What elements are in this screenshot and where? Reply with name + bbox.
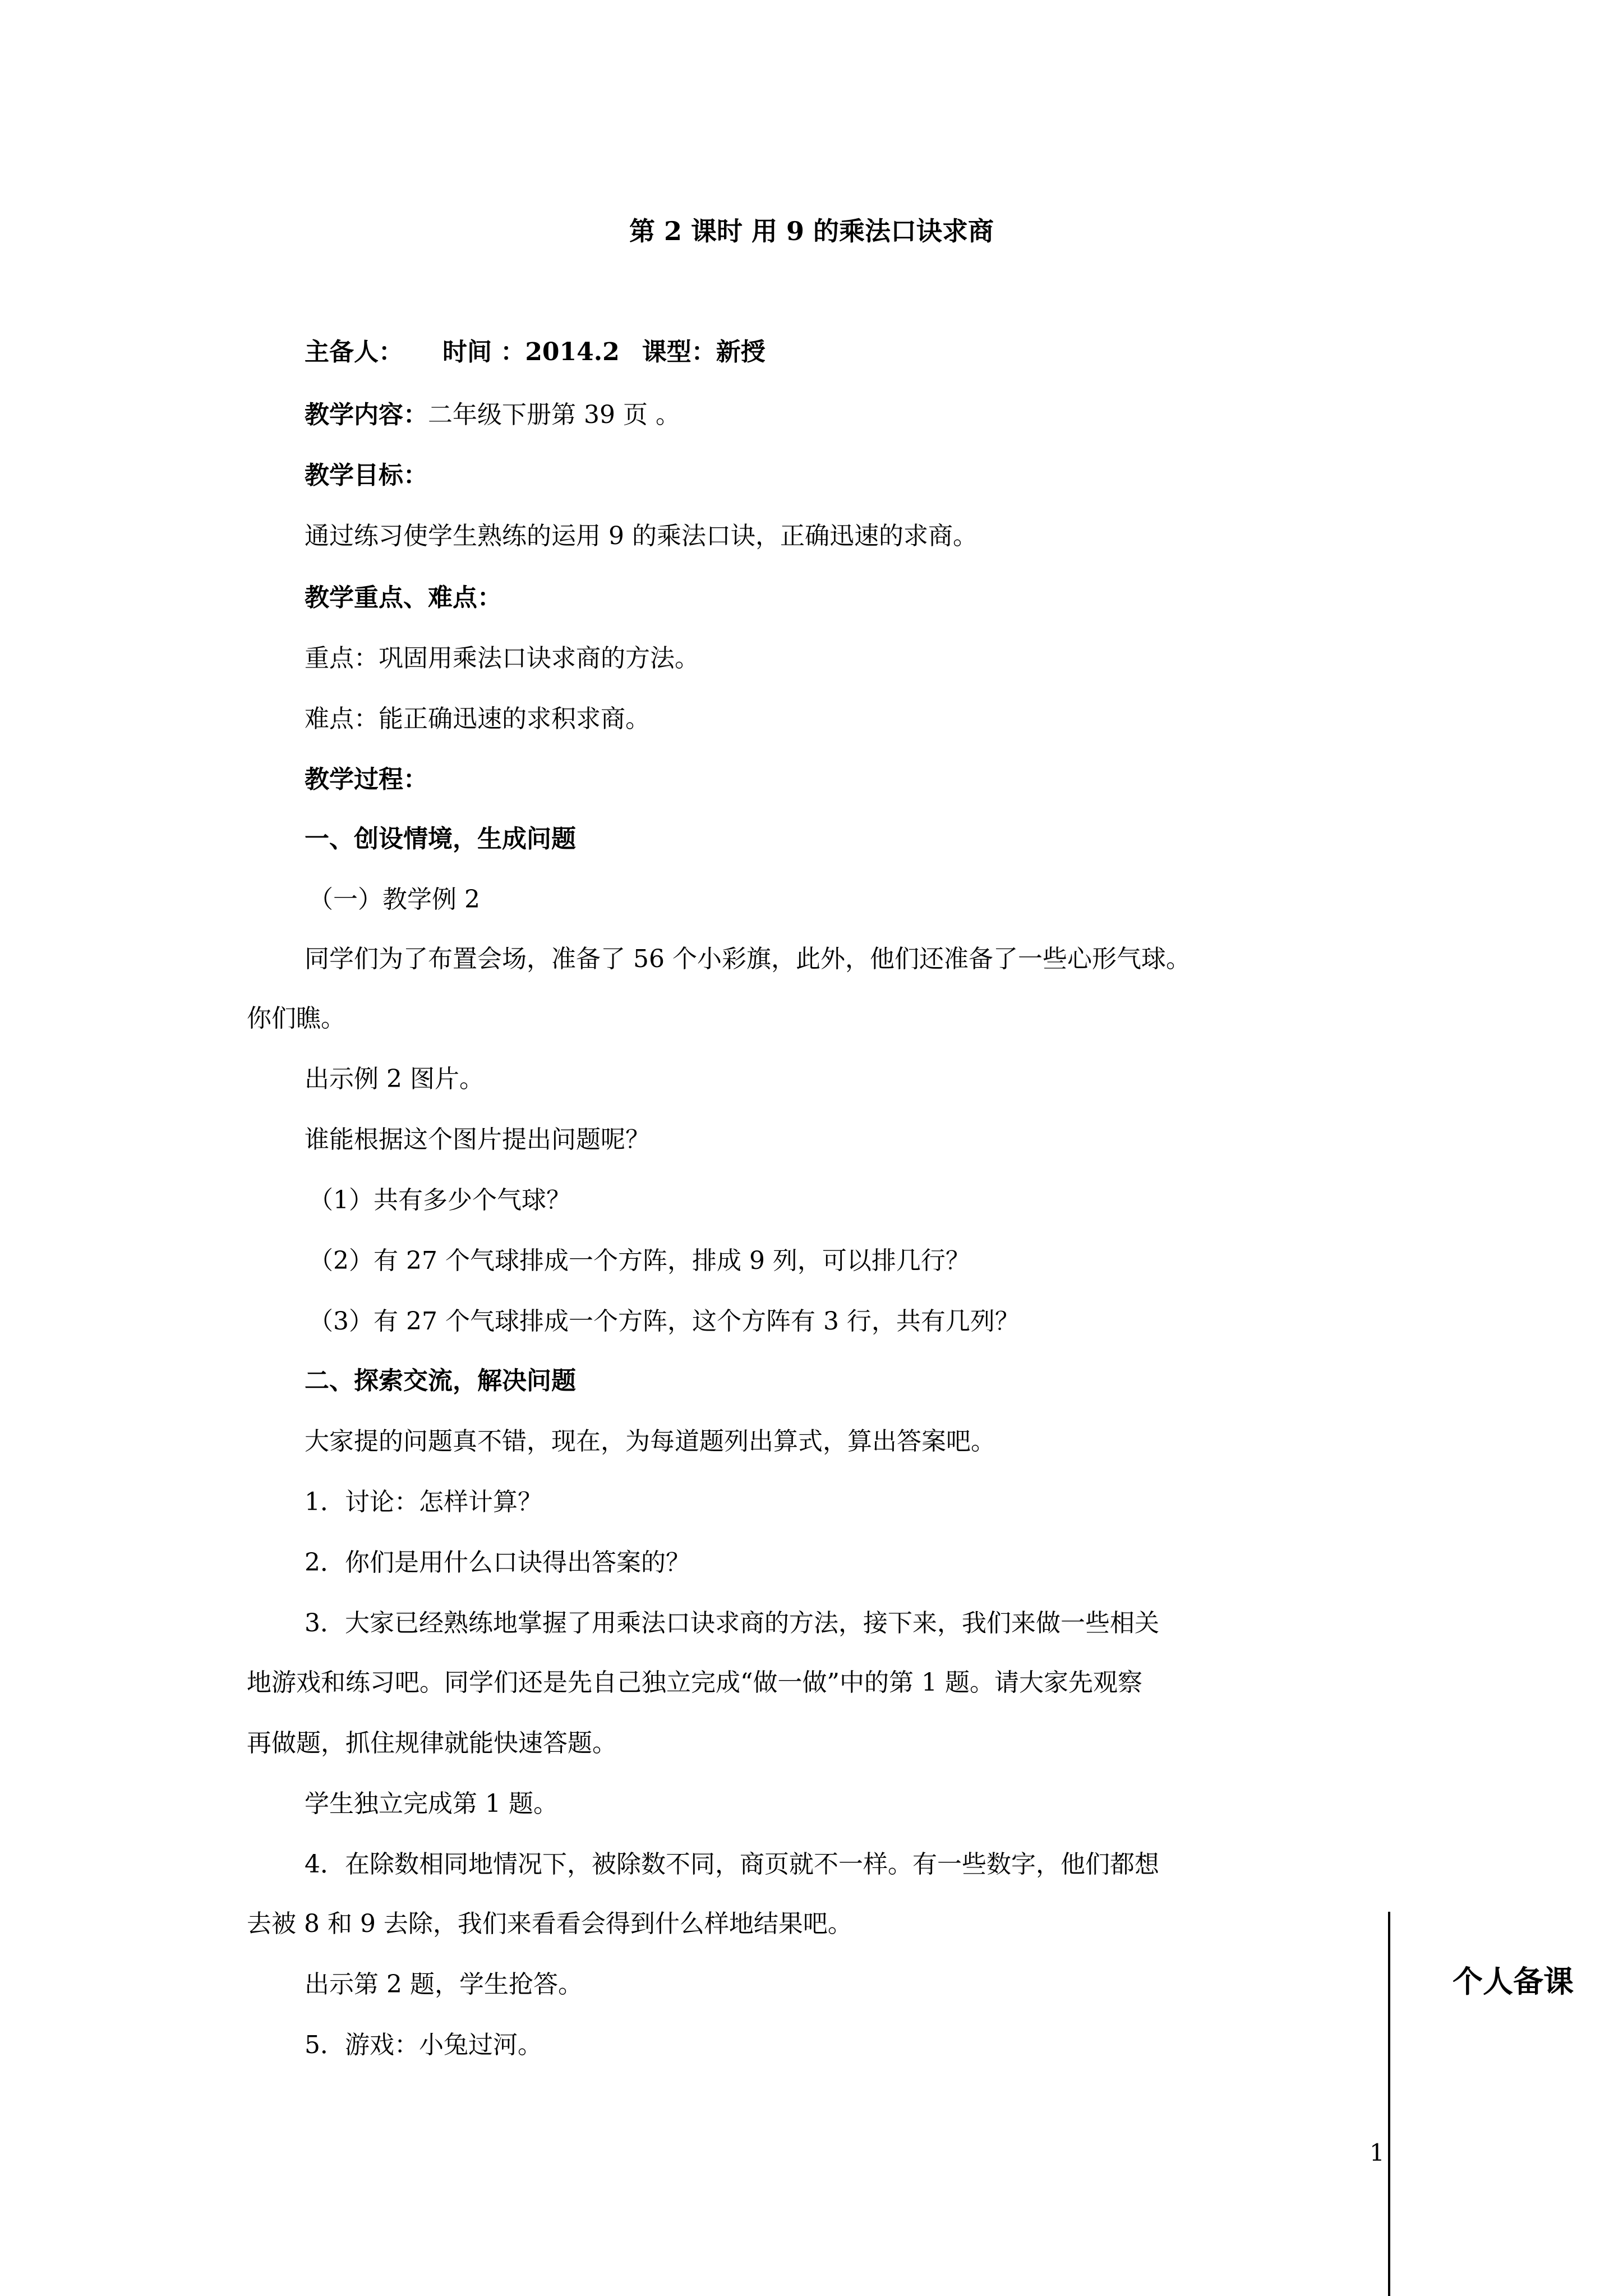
item-4-line2: 去被 8 和 9 去除，我们来看看会得到什么样地结果吧。 <box>247 1910 852 1938</box>
section1-title: 一、创设情境，生成问题 <box>305 825 576 853</box>
section1-para-line1: 同学们为了布置会场，准备了 56 个小彩旗，此外，他们还准备了一些心形气球。 <box>305 945 1191 973</box>
item-1: 1．讨论：怎样计算？ <box>305 1488 542 1516</box>
item-3-line1: 3．大家已经熟练地掌握了用乘法口诀求商的方法，接下来，我们来做一些相关 <box>305 1609 1159 1637</box>
margin-divider <box>1388 1912 1390 2296</box>
time-label: 时间 ：2014.2 <box>442 338 620 366</box>
keypoint-difficulty: 难点：能正确迅速的求积求商。 <box>305 705 650 733</box>
section1-subtitle: （一）教学例 2 <box>308 885 480 914</box>
preparer-label: 主备人： <box>305 338 403 366</box>
content-row <box>305 398 680 432</box>
keypoint-focus: 重点：巩固用乘法口诀求商的方法。 <box>305 644 699 673</box>
item-4-line1: 4．在除数相同地情况下，被除数不同，商页就不一样。有一些数字，他们都想 <box>305 1850 1159 1879</box>
goal-label: 教学目标： <box>305 461 428 490</box>
question-prompt: 谁能根据这个图片提出问题呢？ <box>305 1125 650 1154</box>
type-label: 课型：新授 <box>642 338 766 366</box>
question-2: （2）有 27 个气球排成一个方阵，排成 9 列，可以排几行？ <box>308 1246 970 1275</box>
item-3-line2: 地游戏和练习吧。同学们还是先自己独立完成“做一做”中的第 1 题。请大家先观察 <box>247 1668 1142 1697</box>
goal-text: 通过练习使学生熟练的运用 9 的乘法口诀，正确迅速的求商。 <box>305 522 978 550</box>
keypoints-label: 教学重点、难点： <box>305 583 502 612</box>
side-note-label: 个人备课 <box>1453 1964 1574 1999</box>
header-row <box>305 335 766 369</box>
question-1: （1）共有多少个气球？ <box>308 1186 571 1214</box>
item-3-line3: 再做题，抓住规律就能快速答题。 <box>247 1729 617 1757</box>
section1-para-line2: 你们瞧。 <box>247 1004 345 1033</box>
page-number: 1 <box>1370 2139 1385 2166</box>
content-label: 教学内容： <box>305 401 428 429</box>
student-work: 学生独立完成第 1 题。 <box>305 1789 558 1818</box>
item-2: 2．你们是用什么口诀得出答案的？ <box>305 1548 690 1577</box>
section2-title: 二、探索交流，解决问题 <box>305 1366 576 1395</box>
page-title: 第 2 课时 用 9 的乘法口诀求商 <box>629 216 994 246</box>
item-5: 5．游戏：小兔过河。 <box>305 2031 542 2059</box>
show-example: 出示例 2 图片。 <box>305 1065 484 1093</box>
section2-intro: 大家提的问题真不错，现在，为每道题列出算式，算出答案吧。 <box>305 1427 995 1456</box>
question-3: （3）有 27 个气球排成一个方阵，这个方阵有 3 行，共有几列？ <box>308 1307 1020 1336</box>
content-value: 二年级下册第 39 页 。 <box>428 401 680 429</box>
show-question-2: 出示第 2 题，学生抢答。 <box>305 1970 583 1999</box>
process-label: 教学过程： <box>305 765 428 794</box>
